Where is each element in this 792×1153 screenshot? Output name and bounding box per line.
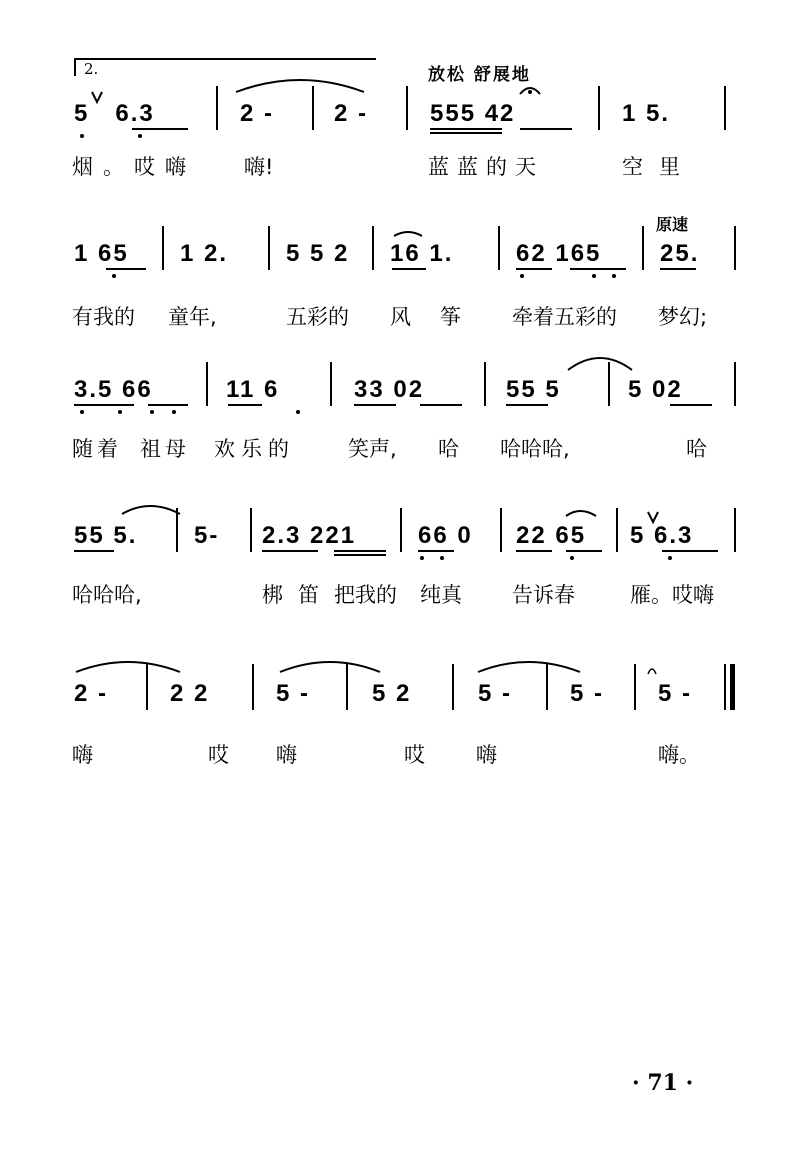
measure: 25. bbox=[660, 240, 700, 267]
measure: 1 2. bbox=[180, 240, 229, 267]
slur bbox=[122, 506, 180, 514]
lyric: 笛 bbox=[298, 583, 319, 607]
measure: 5 02 bbox=[628, 376, 683, 403]
lyric: 纯真 bbox=[420, 583, 462, 607]
measure: 55 5. bbox=[74, 522, 138, 549]
lyric: 哎 bbox=[208, 743, 229, 767]
lyric: 欢乐的 bbox=[214, 437, 295, 461]
measure: 5 - bbox=[658, 680, 693, 707]
measure: 2 - bbox=[240, 100, 275, 127]
measure: 55 5 bbox=[506, 376, 561, 403]
tempo-mark-original: 原速 bbox=[656, 215, 689, 234]
page-number: · 71 · bbox=[632, 1070, 694, 1096]
measure: 22 65 bbox=[516, 522, 587, 549]
lyric: 有我的 bbox=[72, 305, 135, 329]
slur bbox=[566, 511, 596, 516]
lyric: 嗨 bbox=[72, 743, 93, 767]
breath-mark bbox=[648, 512, 658, 522]
lyric: 烟。哎嗨 bbox=[72, 155, 196, 179]
lyric: 五彩的 bbox=[286, 305, 349, 329]
volta-label: 2. bbox=[84, 60, 99, 78]
lyric: 哎 bbox=[404, 743, 425, 767]
measure: 33 02 bbox=[354, 376, 425, 403]
lyric: 嗨 bbox=[276, 743, 297, 767]
lyric: 牵着五彩的 bbox=[512, 305, 617, 329]
lyric: 空里 bbox=[622, 155, 696, 179]
measure: 5 - bbox=[478, 680, 513, 707]
measure: 1 65 bbox=[74, 240, 129, 267]
lyric: 哈 bbox=[686, 437, 707, 461]
lyric: 童年, bbox=[168, 305, 217, 329]
lyric: 把我的 bbox=[334, 583, 397, 607]
measure: 1 5. bbox=[622, 100, 671, 127]
measure: 5 - bbox=[276, 680, 311, 707]
lyric: 哈 bbox=[438, 437, 459, 461]
lyric: 蓝蓝的天 bbox=[428, 155, 544, 179]
lyric: 嗨 bbox=[476, 743, 497, 767]
measure: 2 - bbox=[334, 100, 369, 127]
slur bbox=[478, 662, 580, 672]
lyric: 笑声, bbox=[348, 437, 397, 461]
lyric: 随着 bbox=[72, 437, 122, 461]
measure: 5 6.3 bbox=[630, 522, 694, 549]
measure: 11 6 bbox=[226, 376, 280, 403]
measure: 16 1. bbox=[390, 240, 454, 267]
breath-mark bbox=[92, 92, 102, 102]
measure: 62 165 bbox=[516, 240, 602, 267]
lyric: 嗨。 bbox=[658, 743, 700, 767]
lyric: 梆 bbox=[262, 583, 283, 607]
slur bbox=[648, 669, 656, 674]
lyric: 哈哈哈, bbox=[500, 437, 570, 461]
fermata-dot bbox=[528, 90, 532, 94]
slur bbox=[280, 662, 380, 672]
lyric: 告诉春 bbox=[512, 583, 575, 607]
lyric: 筝 bbox=[440, 305, 461, 329]
measure: 5 2 bbox=[372, 680, 412, 707]
slur bbox=[236, 80, 364, 92]
measure: 3.5 66 bbox=[74, 376, 153, 403]
tempo-mark-relaxed: 放松 舒展地 bbox=[428, 65, 531, 85]
slur bbox=[394, 232, 422, 236]
measure: 66 0 bbox=[418, 522, 473, 549]
slur bbox=[76, 662, 180, 672]
measure: 5- bbox=[194, 522, 220, 549]
measure: 2 - bbox=[74, 680, 109, 707]
lyric: 风 bbox=[390, 305, 411, 329]
lyric: 哈哈哈, bbox=[72, 583, 142, 607]
measure: 2 2 bbox=[170, 680, 210, 707]
lyric: 雁。哎嗨 bbox=[630, 583, 714, 607]
measure: 5 - bbox=[570, 680, 605, 707]
lyric: 嗨! bbox=[244, 155, 274, 179]
measure: 2.3 221 bbox=[262, 522, 357, 549]
measure: 5 5 2 bbox=[286, 240, 350, 267]
measure: 555 42 bbox=[430, 100, 516, 127]
slur bbox=[568, 358, 632, 370]
lyric: 祖母 bbox=[140, 437, 190, 461]
lyric: 梦幻; bbox=[658, 305, 708, 329]
measure: 5 6.3 bbox=[74, 100, 155, 127]
